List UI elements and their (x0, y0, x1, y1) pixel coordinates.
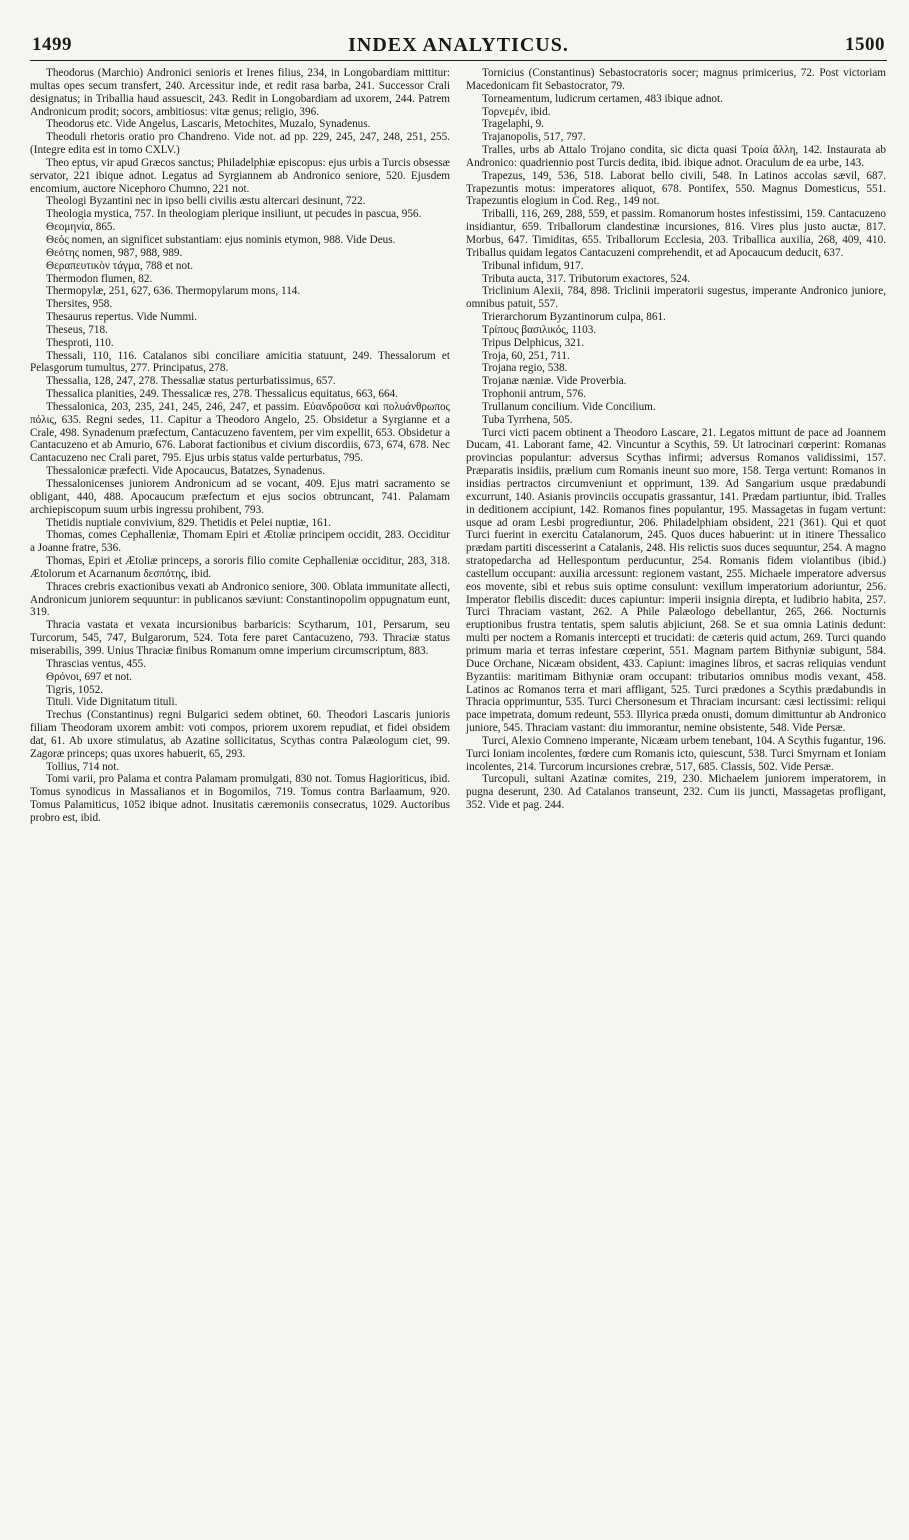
index-entry: Tralles, urbs ab Attalo Trojano condita, sic dicta quasi Τροία ἄλλη, 142. Instaurata ab Andronico: quadriennio post Turcis dedita, ibid. ibique adnot. Oraculum de ea urbe, 143. (466, 144, 886, 169)
index-entry: Τορνεμέν, ibid. (482, 105, 551, 118)
index-entry: Triballi, 116, 269, 288, 559, et passim. Romanorum hostes infestissimi, 159. Cantacuzeno insidiantur, 659. Triballorum clandestinæ incursiones, 816. Vires plus justo auctæ, 817. Morbus, 647. Timiditas, 655. Triballorum Ecclesia, 203. Triballica auxilia, 268, 409, 410. Triballus quidam legatos Cantacuzeni comprehendit, et ad Apocaucum deducit, 637. (466, 208, 886, 259)
index-entry: Trophonii antrum, 576. (482, 388, 587, 401)
index-entry: Triclinium Alexii, 784, 898. Triclinii imperatorii sugestus, imperante Andronico juniore, omnibus patuit, 557. (466, 285, 886, 311)
index-entry: Theologi Byzantini nec in ipso belli civilis æstu altercari desinunt, 722. (46, 195, 366, 208)
index-entry: Theseus, 718. (46, 323, 108, 336)
index-entry: Thermopylæ, 251, 627, 636. Thermopylarum mons, 114. (46, 285, 301, 298)
index-entry: Thetidis nuptiale convivium, 829. Thetidis et Pelei nuptiæ, 161. (46, 516, 332, 529)
index-entry: Tornicius (Constantinus) Sebastocratoris socer; magnus primicerius, 72. Post victoriam Macedonicam fit Sebastocrator, 79. (466, 67, 886, 92)
index-entry: Theodorus etc. Vide Angelus, Lascaris, Metochites, Muzalo, Synadenus. (46, 118, 371, 131)
index-entry: Thessalia, 128, 247, 278. Thessaliæ status perturbatissimus, 657. (46, 375, 336, 388)
index-entry: Thomas, comes Cephalleniæ, Thomam Epiri et Ætoliæ principem occidit, 283. Occiditur a Joanne fratre, 536. (30, 529, 450, 555)
index-entry: Theoduli rhetoris oratio pro Chandreno. Vide not. ad pp. 229, 245, 247, 248, 251, 255. (Integre edita est in tomo CXLV.) (30, 131, 450, 157)
running-title: INDEX ANALYTICUS. (348, 34, 569, 56)
index-entry: Thessalica planities, 249. Thessalicæ res, 278. Thessalicus equitatus, 663, 664. (46, 388, 398, 401)
index-entry: Turci, Alexio Comneno imperante, Nicæam urbem tenebant, 104. A Scythis fugantur, 196. Turci Ioniam incolentes, fœdere cum Romanis icto, quiescunt, 538. Turci Smyrnam et Ioniam incolentes, 214. Turcorum incursiones crebræ, 517, 685. Classis, 502. Vide Persæ. (466, 734, 887, 773)
index-entry: Torneamentum, ludicrum certamen, 483 ibique adnot. (482, 92, 723, 105)
index-entry: Thersites, 958. (46, 298, 113, 311)
index-entry: Thrascias ventus, 455. (46, 657, 147, 670)
index-entry: Tribunal infidum, 917. (482, 259, 584, 272)
index-entry: Trierarchorum Byzantinorum culpa, 861. (482, 311, 666, 324)
index-entry: Τρίπους βασιλικός, 1103. (482, 323, 597, 336)
index-entry: Thesproti, 110. (46, 336, 114, 349)
index-entry: Θεός nomen, an significet substantiam: ejus nominis etymon, 988. Vide Deus. (46, 233, 396, 246)
index-entry: Trapezus, 149, 536, 518. Laborat bello civili, 548. In Latinos accolas sævil, 687. Trapezuntis motus: imperatores aliquot, 678. Pontifex, 550. Magnus Domesticus, 551. Trapezuntis elogium in Cod. Reg., 149 not. (466, 169, 886, 208)
index-entry: Tituli. Vide Dignitatum tituli. (46, 696, 178, 709)
index-entry: Tigris, 1052. (46, 683, 104, 696)
left-column (30, 67, 450, 825)
index-columns (30, 67, 887, 825)
page-number-right: 1500 (845, 34, 885, 55)
index-entry: Trojanæ næniæ. Vide Proverbia. (482, 375, 627, 388)
index-entry: Tomi varii, pro Palama et contra Palamam promulgati, 830 not. Tomus Hagioriticus, ibid. Tomus synodicus in Massalianos et in Bogomilos, 719. Tomus contra Barlaamum, 920. Tomus Palamiticus, 1052 ibique adnot. Inusitatis cæremoniis consecratus, 1029. Auctoribus probro est, ibid. (30, 773, 450, 824)
index-entry: Trajanopolis, 517, 797. (482, 131, 586, 144)
index-entry: Tragelaphi, 9. (482, 118, 545, 131)
index-entry: Θεομηνία, 865. (46, 221, 116, 234)
index-entry: Turci victi pacem obtinent a Theodoro Lascare, 21. Legatos mittunt de pace ad Joannem Ducam, 41. Laborant fame, 42. Vincuntur a Scythis, 59. Ut latrocinari cœperint: Romanas provincias populantur: adversus Scythas infirmi; adversus Romanos validissimi, 157. Præparatis insidiis, prælium cum Romanis ineunt suo more, 158. Terga vertunt: Romanos in insidias pertractos circumveniunt et opprimunt, 139. Ad Sangarium usque prædabundi excurrunt, 140. Asianis provinciis occupatis grassantur, 141. Prædam partiuntur, ibid. Tralles in deditionem accipiunt, 142. Romanos fines populantur, 195. Massagetas in fugam vertunt: usque ad oram Lesbi progrediuntur, 206. Philadelphiam obsident, 221 (361). Qui et quot Turci fuerint in exercitu Catalanorum, 245. Quos duces habuerint: ut in itinere Thessalico prædam partiti discesserint a Catalanis, 248. His relictis suos duces sequuntur, 254. A magno stratopedarcha ad Hellespontum perducuntur, 254. Romanis fidem violantibus (ibid.) castellum occupant: auxilia arcessunt: regionem vastant, 255. Michaele imperatore adversus eos movente, sibi et rebus suis optime consulunt: vexillum imperatorium adoriuntur, 256. Imperator flebilis discedit: duces capiuntur: imperii insignia direpta, et ludibrio habita, 257. Turci Thraciam vastant, 262. A Phile Palæologo debellantur, 265, 266. Nocturnis eruptionibus frustra tentatis, spem salutis abjiciunt, 268. Se et sua omnia Latinis dedunt: multi per noctem a Romanis intercepti et trucidati: de cæteris quid actum, 269. Turci quando primum maria et terras infestare cœperint, 551. Magnam partem Bithyniæ subigunt, 584. Duce Orchane, Nicæam obsident, 433. Capiunt: imagines libros, et sacras reliquias vendunt Byzantiis: maritimam Bithyniæ oram occupant: tributarios omnibus modis vexant, 458. Latinos ac Romanos terra et mari affligant, 525. Turci prædones a Scythis prædabundis in Thracia opprimuntur, 535. Turci Chersonesum et Thraciam incursant: cæsi lectissimi: reliqui pace impetrata, domum redeunt, 553. Illyrica præda onusti, domum dimittuntur ab Andronico juniore, 545. Thraciam vastant: diu immorantur, nemine obsistente, 548. Vide Persæ. (466, 426, 886, 735)
index-entry: Thraces crebris exactionibus vexati ab Andronico seniore, 300. Oblata immunitate allecti, Andronicum juniorem sequuntur: in publicanos sæviunt: Constantinopolim oppugnatum eunt, 319. (30, 580, 450, 619)
index-entry: Thesaurus repertus. Vide Nummi. (46, 311, 198, 324)
index-entry: Troja, 60, 251, 711. (482, 349, 570, 362)
index-entry: Tuba Tyrrhena, 505. (482, 413, 573, 426)
page-number-left: 1499 (32, 34, 72, 55)
index-entry: Thessalonica, 203, 235, 241, 245, 246, 247, et passim. Εὐανδροῦσα καὶ πολυάνθρωπος πόλις, 635. Regni sedes, 11. Capitur a Theodoro Angelo, 25. Obsidetur a Syrgianne et a Crale, 498. Synadenum præfectum, Cantacuzeno faventem, per vim expellit, 653. Obsidetur a Cantacuzeno et ab Amurio, 676. Laborat factionibus et civium discordiis, 673, 674, 678. Nec Cantacuzeno nec Crali paret, 795. Ejus urbis status valde perturbatus, 795. (30, 400, 450, 465)
index-entry: Thracia vastata et vexata incursionibus barbaricis: Scytharum, 101, Persarum, seu Turcorum, 545, 747, Bulgarorum, 524. Tota fere paret Cantacuzeno, 793. Thraciæ status miserabilis, 399. Unius Thraciæ finibus Romanum omne imperium circumscriptum, 883. (30, 619, 450, 657)
index-entry: Tripus Delphicus, 321. (482, 336, 585, 349)
index-entry: Trojana regio, 538. (482, 362, 568, 375)
right-column (466, 67, 886, 825)
index-entry: Θεραπευτικὸν τάγμα, 788 et not. (46, 259, 193, 272)
index-entry: Trechus (Constantinus) regni Bulgarici sedem obtinet, 60. Theodori Lascaris junioris filiam Theodoram uxorem ambit: voti compos, priorem uxorem repudiat, et fidei obsidem dat, 61. Ab uxore stimulatus, ab Azatine sollicitatus, Scythas contra Palæologum ciet, 99. Zagoræ princeps; quas uxores habuerit, 65, 293. (30, 709, 450, 760)
index-entry: Tributa aucta, 317. Tributorum exactores, 524. (482, 272, 691, 285)
index-entry: Thessalonicenses juniorem Andronicum ad se vocant, 409. Ejus matri sacramento se obligant, 440, 488. Apocaucum præfectum et ejus socios obtruncant, 741. Palamam archiepiscopum suum urbis ingressu prohibent, 793. (30, 478, 450, 516)
index-entry: Thermodon flumen, 82. (46, 272, 153, 285)
index-entry: Turcopuli, sultani Azatinæ comites, 219, 230. Michaelem juniorem imperatorem, in pugna deserunt, 230. Ad Catalanos transeunt, 232. Cum iis juncti, Massagetas profligant, 352. Vide et pag. 244. (466, 773, 886, 812)
index-entry: Thessali, 110, 116. Catalanos sibi conciliare amicitia statuunt, 249. Thessalorum et Pelasgorum tumultus, 277. Principatus, 278. (30, 349, 450, 375)
index-entry: Theodorus (Marchio) Andronici senioris et Irenes filius, 234, in Longobardiam mittitur: multas opes secum transfert, 240. Arcessitur inde, et redit rasa barba, 241. Successor Crali designatus; in Triballia haud assuescit, 243. Redit in Longobardiam ad uxorem, 244. Patrem Andronicum prodit; socors, ambitiosus: vitæ genus; religio, 396. (30, 67, 450, 118)
index-entry: Thessalonicæ præfecti. Vide Apocaucus, Batatzes, Synadenus. (46, 465, 326, 478)
index-entry: Trullanum concilium. Vide Concilium. (482, 400, 656, 413)
page-header (30, 30, 887, 61)
index-entry: Tollius, 714 not. (46, 760, 120, 773)
index-entry: Theologia mystica, 757. In theologiam plerique insiliunt, ut pecudes in pascua, 956. (46, 208, 422, 221)
index-entry: Thomas, Epiri et Ætoliæ princeps, a sororis filio comite Cephalleniæ occiditur, 283, 318. Ætolorum et Acarnanum δεσπότης, ibid. (30, 555, 450, 580)
index-entry: Θρόνοι, 697 et not. (46, 670, 133, 683)
index-entry: Theo eptus, vir apud Græcos sanctus; Philadelphiæ episcopus: ejus urbis a Turcis obsessæ servator, 221 ibique adnot. Legatus ad Syrgiannem ab Andronico seniore, 520. Ejusdem encomium, auctore Nicephoro Chumno, 221 not. (30, 156, 450, 195)
index-entry: Θεότης nomen, 987, 988, 989. (46, 246, 183, 259)
